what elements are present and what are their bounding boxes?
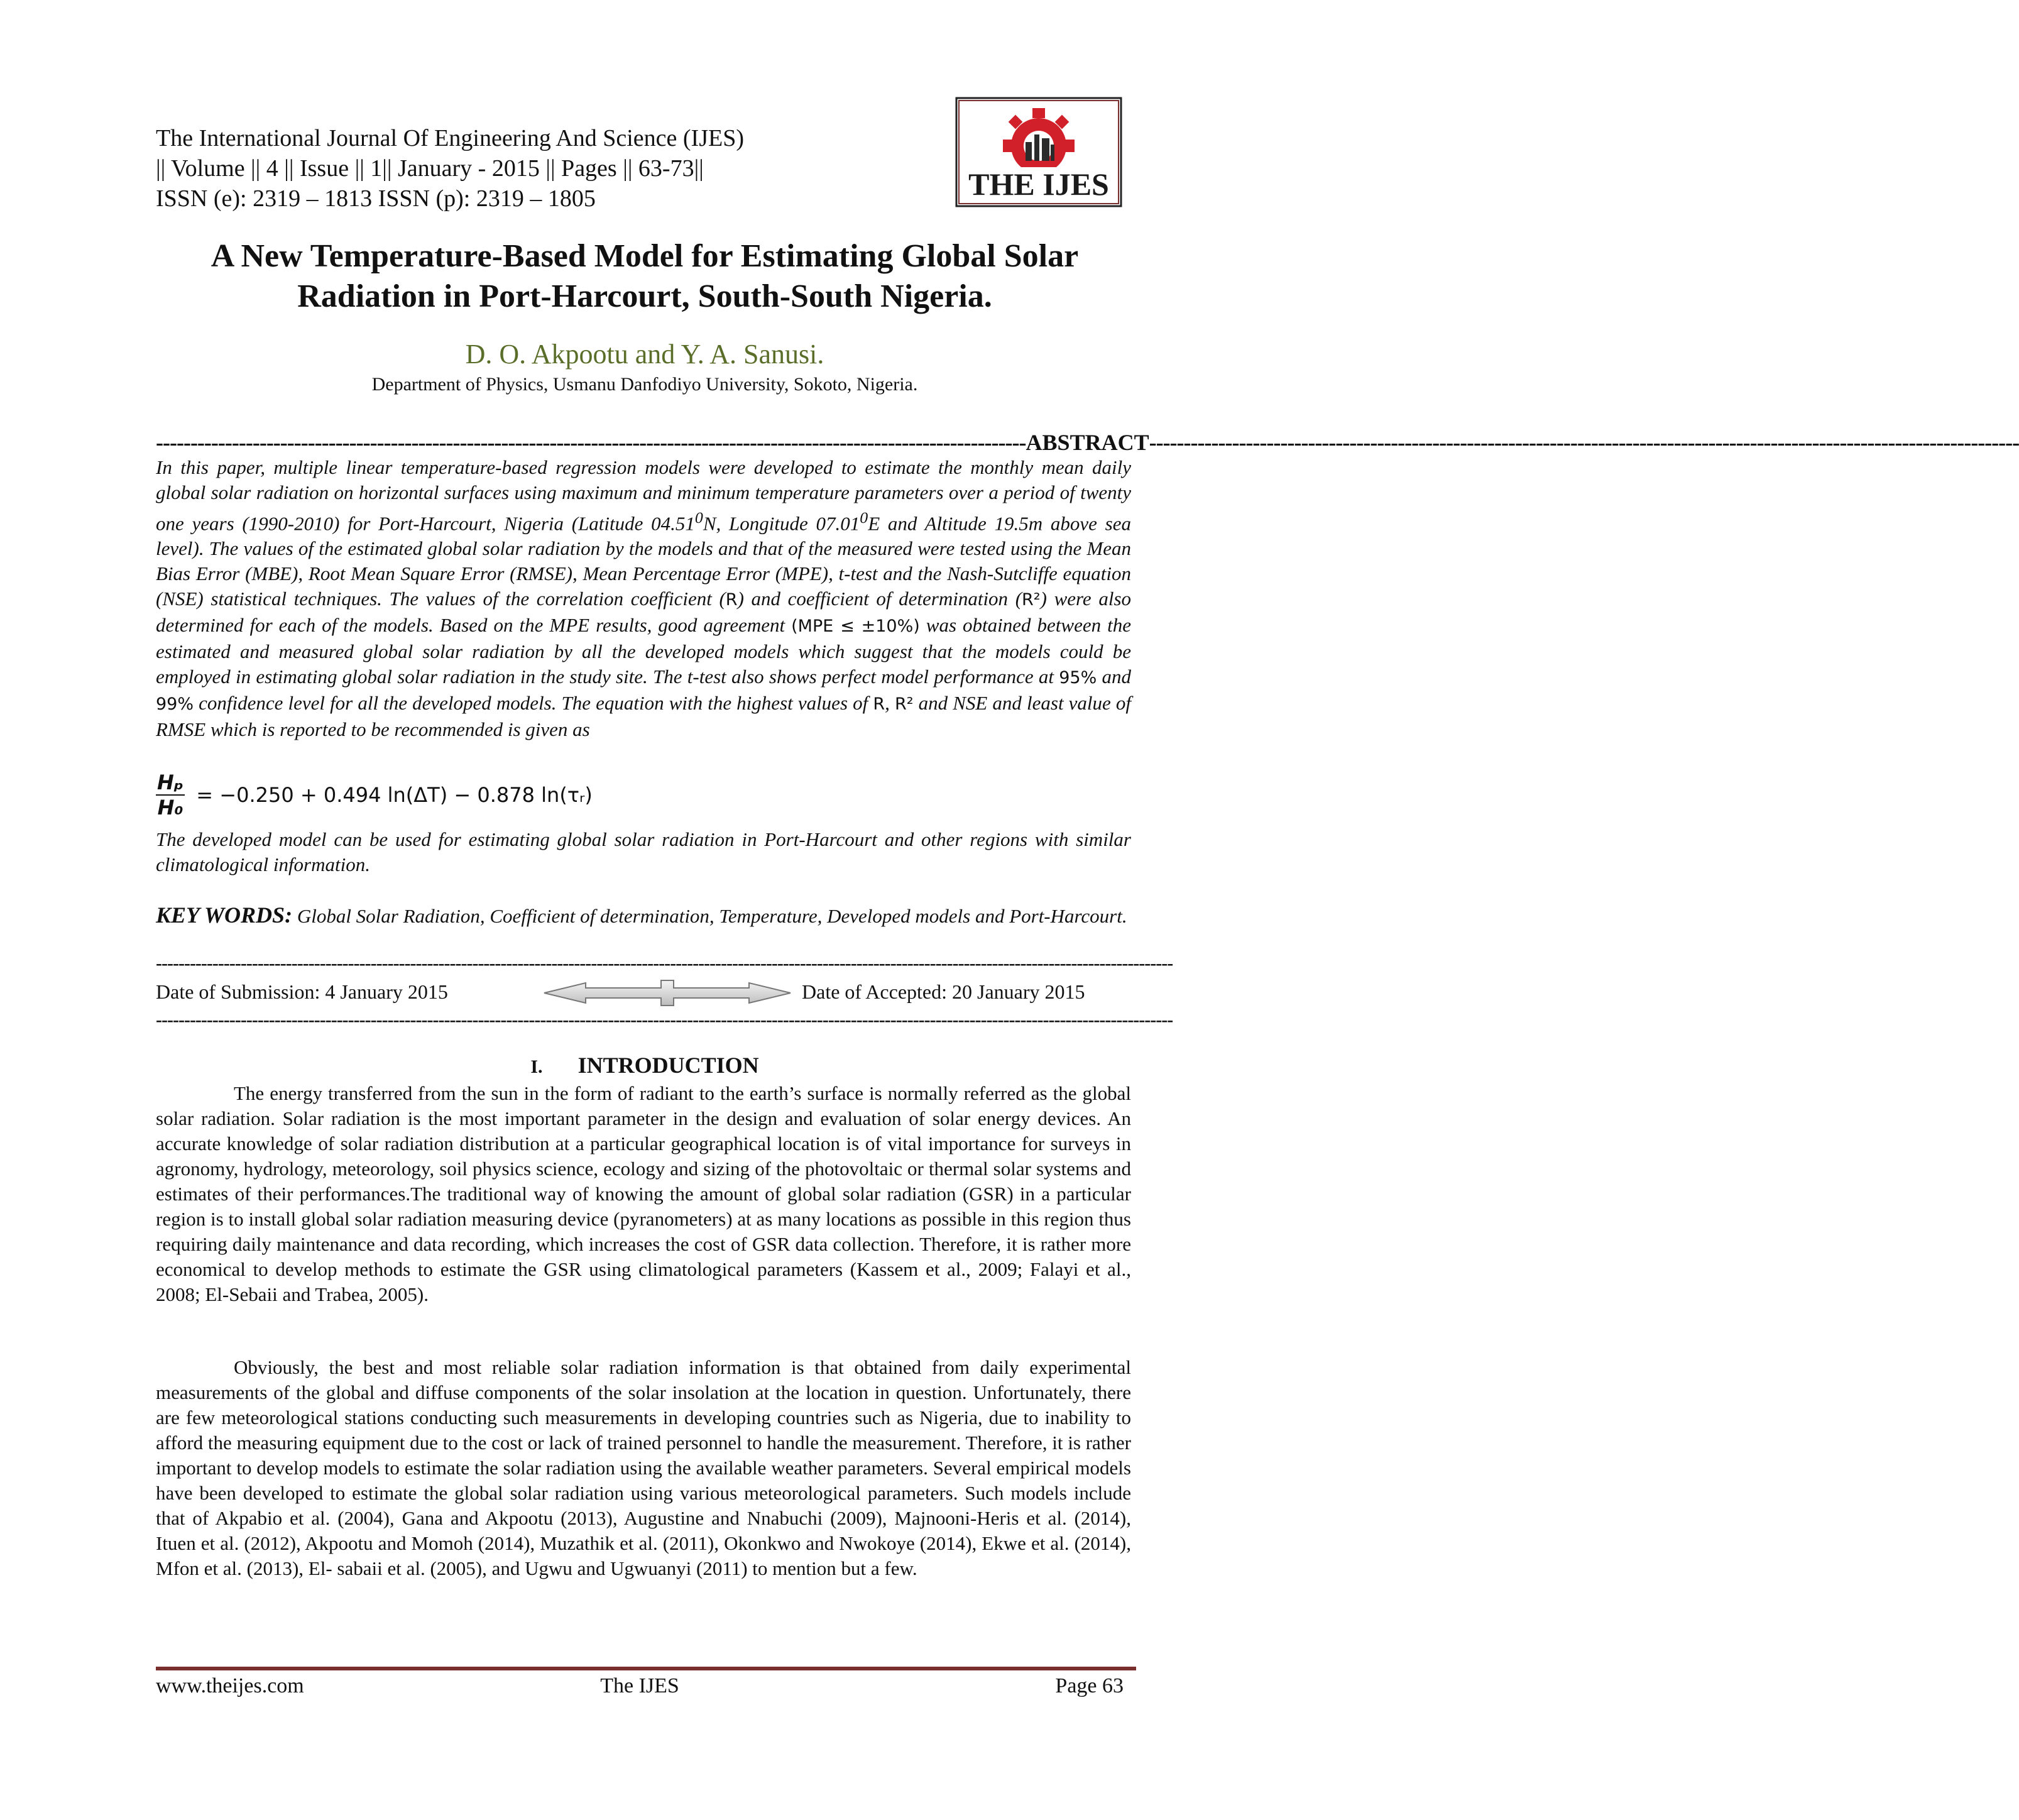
equation-numerator: Hₚ: [157, 770, 184, 794]
dates-row: [156, 978, 1131, 1008]
model-equation: [156, 770, 593, 826]
divider-top: ------------------------------------------------------------------------------------------------------------------------------------------------------------------------------------: [156, 953, 1173, 973]
equation-rhs: = −0.250 + 0.494 ln(ΔT) − 0.878 ln(τᵣ): [196, 783, 593, 807]
abstract-heading: [156, 430, 2019, 455]
divider-bottom: ------------------------------------------------------------------------------------------------------------------------------------------------------------------------------------: [156, 1009, 1173, 1030]
keywords: [156, 902, 1131, 929]
accepted-date: Date of Accepted: 20 January 2015: [802, 980, 1085, 1003]
divider-right: ------------------------------------------------------------------------------------------------------------------------------: [1149, 430, 2019, 455]
footer-website[interactable]: www.theijes.com: [156, 1674, 304, 1697]
journal-name: The International Journal Of Engineering And Science (IJES): [156, 125, 744, 151]
abstract-title: ABSTRACT: [1026, 430, 1149, 455]
keywords-label: KEY WORDS:: [156, 902, 293, 928]
author-affiliation: Department of Physics, Usmanu Danfodiyo University, Sokoto, Nigeria.: [371, 374, 918, 395]
section-number: I.: [530, 1056, 543, 1077]
symbol-r-squared-2: R²: [894, 694, 914, 715]
section-heading: [151, 1052, 1139, 1078]
section-title: INTRODUCTION: [577, 1053, 759, 1078]
keywords-text: Global Solar Radiation, Coefficient of determination, Temperature, Developed models and Port-Harcourt.: [297, 905, 1127, 927]
footer-journal: The IJES: [600, 1674, 679, 1697]
confidence-95: 95%: [1059, 668, 1097, 688]
divider-left: ------------------------------------------------------------------------------------------------------------------------------: [156, 430, 1026, 455]
symbol-r-squared: R²: [1022, 590, 1041, 610]
footer-rule: [156, 1667, 1136, 1670]
title-line-1: A New Temperature-Based Model for Estimating Global Solar: [211, 238, 1079, 274]
abstract-text: In this paper, multiple linear temperature-based regression models were developed to estimate the monthly mean daily global solar radiation on horizontal surfaces using maximum and minimum temperature parameters over a period of twenty one years (1990-2010) for Port-Harcourt, Nigeria (Latitude 04.51$^0$N, Longitude 07.01$^0$E and Altitude 19.5m above sea level). The values of the estimated global solar radiation by the models and that of the measured were tested using the Mean Bias Error (MBE), Root Mean Square Error (RMSE), Mean Percentage Error (MPE), t-test and the Nash-Sutcliffe equation (NSE) statistical techniques. The values of the correlation coefficient (R) and coefficient of determination (R²) were also determined for each of the models. Based on the MPE results, good agreement (MPE ≤ ±10%) was obtained between the estimated and measured global solar radiation by all the developed models which suggest that the models could be employed in estimating global solar radiation in the study site. The t-test also shows perfect model performance at 95% and 99% confidence level for all the developed models. The equation with the highest values of R, R² and NSE and least value of RMSE which is reported to be recommended is given as: [156, 456, 1132, 741]
equation-fraction: [156, 770, 185, 820]
confidence-99: 99%: [156, 694, 194, 715]
equation-denominator: H₀: [157, 796, 183, 820]
title-line-2: Radiation in Port-Harcourt, South-South Nigeria.: [297, 278, 992, 314]
symbol-r-2: R: [873, 694, 885, 715]
paper-authors: D. O. Akpootu and Y. A. Sanusi.: [465, 339, 824, 370]
paper-title: [151, 236, 1139, 317]
intro-paragraph-2: Obviously, the best and most reliable solar radiation information is that obtained from daily experimental measurements of the global and diffuse components of the solar insolation at the location in question. Unfortunately, there are few meteorological stations conducting such measurements in developing countries such as Nigeria, due to inability to afford the measuring equipment due to the cost or lack of trained personnel to handle the measurement. Therefore, it is rather important to develop models to estimate the solar radiation using the available weather parameters. Several empirical models have been developed to estimate the global solar radiation using various meteorological parameters. Such models include that of Akpabio et al. (2004), Gana and Akpootu (2013), Augustine and Nnabuchi (2009), Majnooni-Heris et al. (2014), Ituen et al. (2012), Akpootu and Momoh (2014), Muzathik et al. (2011), Okonkwo and Nwokoye (2014), Ekwe et al. (2014), Mfon et al. (2013), El- sabaii et al. (2005), and Ugwu and Ugwuanyi (2011) to mention but a few.: [156, 1356, 1131, 1579]
symbol-r: R: [725, 590, 738, 610]
ijes-logo: [955, 97, 1122, 207]
journal-issn: ISSN (e): 2319 – 1813 ISSN (p): 2319 – 1805: [156, 185, 596, 212]
page-number: Page 63: [1055, 1674, 1124, 1697]
double-arrow-icon: [542, 978, 793, 1008]
journal-volume: || Volume || 4 || Issue || 1|| January - 2015 || Pages || 63-73||: [156, 155, 704, 182]
logo-text: THE IJES: [968, 167, 1109, 202]
journal-header: [156, 123, 744, 214]
mpe-criterion: (MPE ≤ ±10%): [791, 617, 920, 637]
abstract-conclusion: The developed model can be used for estimating global solar radiation in Port-Harcourt and other regions with similar climatological information.: [156, 828, 1131, 875]
intro-paragraph-1: The energy transferred from the sun in the form of radiant to the earth’s surface is normally referred as the global solar radiation. Solar radiation is the most important parameter in the design and evaluation of solar energy devices. An accurate knowledge of solar radiation distribution at a particular geographical location is of vital importance for surveys in agronomy, hydrology, meteorology, soil physics science, ecology and sizing of the photovoltaic or thermal solar systems and estimates of their performances.The traditional way of knowing the amount of global solar radiation (GSR) in a particular region is to install global solar radiation measuring device (pyranometers) at as many locations as possible in this region thus requiring daily maintenance and data recording, which increases the cost of GSR data collection. Therefore, it is rather more economical to develop methods to estimate the GSR using climatological parameters (Kassem et al., 2009; Falayi et al., 2008; El-Sebaii and Trabea, 2005).: [156, 1082, 1131, 1305]
page-footer: [156, 1674, 1124, 1702]
submission-date: Date of Submission: 4 January 2015: [156, 980, 448, 1003]
